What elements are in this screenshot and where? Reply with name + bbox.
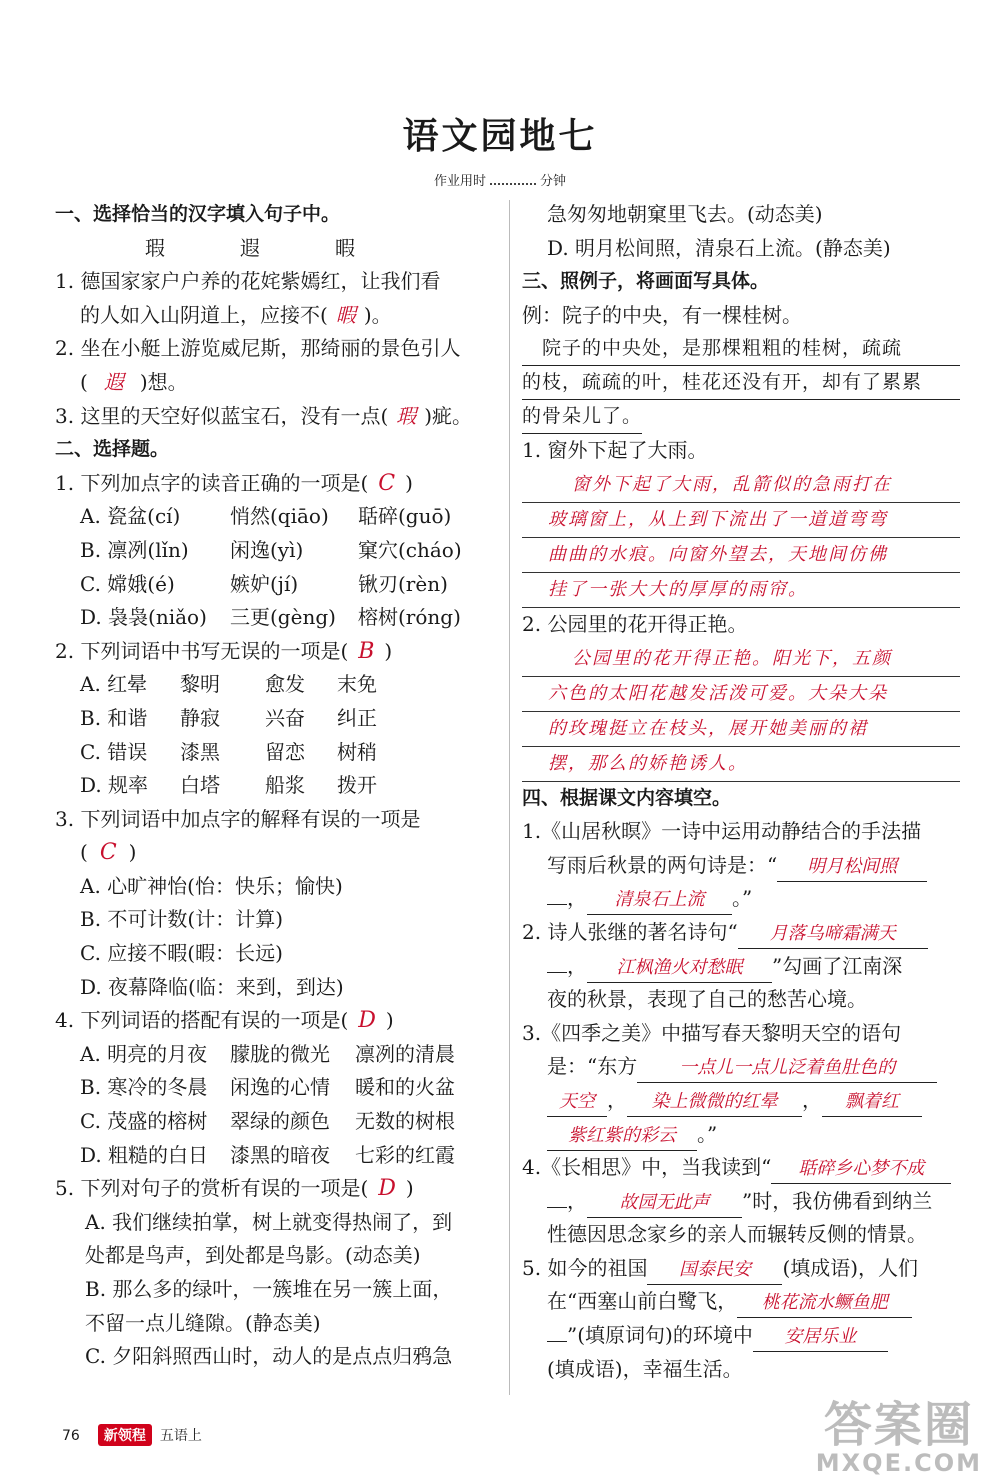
fill-5-line-c	[522, 1319, 960, 1353]
option-item: 愈发	[265, 672, 305, 697]
option-item: 凛冽的清晨	[355, 1041, 455, 1066]
mc-5-line: C. 夕阳斜照西山时，动人的是点点归鸦急	[85, 1344, 453, 1369]
question-3-line	[55, 400, 500, 434]
mc-1-option-a	[55, 500, 500, 534]
option-item: 船浆	[265, 773, 305, 798]
option-item: 三更(gèng)	[230, 605, 336, 630]
option-item: 七彩的红霞	[355, 1142, 455, 1167]
fill-2-line-c: 夜的秋景，表现了自己的愁苦心境。	[547, 987, 867, 1012]
option-item: 朦胧的微光	[230, 1041, 330, 1066]
text: (	[80, 840, 88, 865]
writing-question-2: 2. 公园里的花开得正艳。	[522, 611, 748, 636]
text: )疵。	[424, 403, 473, 428]
option-item: B. 寒冷的冬晨	[80, 1075, 208, 1100]
example-answer-line: 的骨朵儿了。	[522, 400, 642, 434]
fill-4-line-a	[522, 1151, 960, 1185]
mc-2-option-b	[55, 702, 500, 736]
question-2-line-b	[55, 366, 500, 400]
fill-1-line-c: ， 清泉石上流 。”	[522, 882, 960, 916]
watermark-text: 答案圈	[823, 1397, 974, 1453]
option-item: 黎明	[180, 672, 220, 697]
option-item: 锹刃(rèn)	[358, 571, 448, 596]
option-item: 静寂	[180, 705, 220, 730]
option-item: C. 错误	[80, 739, 148, 764]
mc-2-option-c	[55, 736, 500, 770]
mc-question-3: 3. 下列词语中加点字的解释有误的一项是	[55, 806, 421, 831]
option-item: B. 凛冽(lǐn)	[80, 537, 189, 562]
writing-answer-line: 挂了一张大大的厚厚的雨帘。	[522, 573, 960, 608]
section-1-heading: 一、选择恰当的汉字填入句子中。	[55, 203, 341, 225]
handwritten-answer: 瑕	[396, 403, 417, 428]
option-item: 闲逸的心情	[230, 1075, 330, 1100]
fill-4-line-c: 性德因思念家乡的亲人而辗转反侧的情景。	[547, 1222, 927, 1247]
fill-answer: 安居乐业	[753, 1323, 888, 1352]
option-item: 纠正	[337, 705, 377, 730]
fill-3-line-c: 天空 ， 染上微微的红晕 ， 飘着红	[522, 1084, 960, 1118]
mc-5-line: A. 我们继续拍掌，树上就变得热闹了，到	[85, 1209, 453, 1234]
option-item: 窠穴(cháo)	[358, 537, 462, 562]
page-title: 语文园地七	[402, 116, 598, 157]
option-item: A. 明亮的月夜	[80, 1041, 208, 1066]
fill-answer: 明月松间照	[777, 853, 927, 882]
text: 1. 下列加点字的读音正确的一项是(	[55, 470, 369, 495]
fill-answer: 桃花流水鳜鱼肥	[737, 1289, 912, 1318]
time-label: 作业用时	[433, 174, 486, 189]
time-unit: 分钟	[540, 174, 567, 189]
text: 4.《长相思》中，当我读到“	[522, 1155, 772, 1180]
handwritten-answer: 遐	[103, 369, 124, 394]
candidate-char: 瑕	[145, 235, 165, 260]
option-item: A. 红晕	[80, 672, 148, 697]
option-item: D. 规率	[80, 773, 149, 798]
blank	[547, 1207, 567, 1208]
text: ”(填原词句)的环境中	[567, 1323, 753, 1348]
fill-answer: 江枫渔火对愁眠	[587, 954, 772, 983]
option-item: 无数的树根	[355, 1109, 455, 1134]
writing-answer-line: 六色的太阳花越发活泼可爱。大朵大朵	[522, 677, 960, 712]
text: 4. 下列词语的搭配有误的一项是(	[55, 1008, 349, 1033]
text: 。”	[697, 1121, 718, 1146]
handwritten-answer: D	[378, 1176, 396, 1202]
fill-answer: 月落乌啼霜满天	[738, 920, 928, 949]
mc-5-line: B. 那么多的绿叶，一簇堆在另一簇上面，	[85, 1277, 453, 1301]
option-item: 白塔	[180, 773, 220, 798]
handwritten-answer: C	[99, 840, 117, 866]
option-item: 嫉妒(jí)	[230, 571, 299, 596]
text: )	[128, 840, 137, 865]
mc-5-line: 处都是鸟声，到处都是鸟影。(动态美)	[85, 1243, 421, 1268]
option-item: 悄然(qiāo)	[230, 504, 329, 529]
option-item: B. 和谐	[80, 705, 148, 730]
mc-5-option-d: D. 明月松间照，清泉石上流。(静态美)	[547, 235, 891, 260]
text: 的人如入山阴道上，应接不(	[80, 302, 328, 327]
candidate-char: 遐	[240, 235, 260, 260]
text: 2. 下列词语中书写无误的一项是(	[55, 638, 349, 663]
writing-answer-line: 曲曲的水痕。向窗外望去，天地间仿佛	[522, 538, 960, 573]
time-spent-line	[0, 170, 1000, 189]
column-divider	[509, 200, 510, 1395]
book-label: 五语上	[159, 1428, 202, 1444]
option-item: D. 粗糙的白日	[80, 1142, 209, 1167]
fill-2-line-b: ， 江枫渔火对愁眠 ”勾画了江南深	[522, 950, 960, 984]
mc-3-option-b: B. 不可计数(计：计算)	[80, 907, 284, 932]
writing-answer-line: 窗外下起了大雨，乱箭似的急雨打在	[522, 468, 960, 503]
blank	[547, 904, 567, 905]
writing-answer-line: 玻璃窗上，从上到下流出了一道道弯弯	[522, 503, 960, 538]
option-item: 树稍	[337, 739, 377, 764]
mc-1-option-d	[55, 601, 500, 635]
page-number: 76	[62, 1428, 80, 1444]
writing-question-1: 1. 窗外下起了大雨。	[522, 438, 708, 463]
text: )	[405, 1176, 414, 1201]
fill-answer: 染上微微的红晕	[627, 1088, 802, 1117]
mc-3-option-d: D. 夜幕降临(临：来到，到达)	[80, 974, 344, 999]
text: )	[384, 638, 393, 663]
mc-2-option-a	[55, 668, 500, 702]
option-item: 暖和的火盆	[355, 1075, 455, 1100]
candidate-chars	[55, 232, 500, 266]
fill-answer: 天空	[547, 1088, 607, 1117]
option-item: 翠绿的颜色	[230, 1109, 330, 1134]
writing-answer-line: 公园里的花开得正艳。阳光下，五颜	[522, 642, 960, 677]
fill-1-line-b	[522, 849, 960, 883]
option-item: 拨开	[337, 773, 377, 798]
fill-5-line-b	[522, 1285, 960, 1319]
fill-answer: 一点儿一点儿泛着鱼肚色的	[637, 1054, 937, 1083]
fill-4-line-b: ， 故园无此声 ”时，我仿佛看到纳兰	[522, 1185, 960, 1219]
mc-5-line: 不留一点儿缝隙。(静态美)	[85, 1310, 321, 1335]
fill-answer: 国泰民安	[647, 1256, 782, 1285]
time-blank	[490, 183, 536, 185]
text: )	[385, 1008, 394, 1033]
option-item: D. 袅袅(niǎo)	[80, 605, 207, 630]
section-4-heading: 四、根据课文内容填空。	[522, 786, 732, 809]
mc-question-4	[55, 1004, 500, 1038]
mc-1-option-c	[55, 568, 500, 602]
option-item: 聒碎(guō)	[358, 504, 452, 529]
watermark-url: MXQE.COM	[815, 1449, 982, 1477]
option-item: 留恋	[265, 739, 305, 764]
handwritten-answer: 暇	[335, 302, 356, 327]
question-2-line-a: 2. 坐在小艇上游览威尼斯，那绮丽的景色引人	[55, 336, 461, 361]
option-item: 兴奋	[265, 705, 305, 730]
fill-3-line-a: 3.《四季之美》中描写春天黎明天空的语句	[522, 1020, 902, 1045]
page-footer	[62, 1424, 202, 1446]
mc-question-3-answer	[55, 836, 500, 870]
mc-3-option-a: A. 心旷神怡(怡：快乐；愉快)	[80, 873, 343, 898]
text: ”时，我仿佛看到纳兰	[742, 1188, 933, 1213]
text: )想。	[139, 369, 188, 394]
brand-logo: 新领程	[98, 1424, 152, 1446]
option-item: 榕树(róng)	[358, 605, 461, 630]
mc-3-option-c: C. 应接不暇(暇：长远)	[80, 941, 283, 966]
option-item: C. 嫦娥(é)	[80, 571, 175, 596]
example-sentence: 例：院子的中央，有一棵桂树。	[522, 302, 802, 327]
handwritten-answer: C	[378, 470, 396, 496]
question-1-line-b	[55, 299, 500, 333]
fill-answer: 清泉石上流	[587, 886, 732, 915]
option-item: 漆黑的暗夜	[230, 1142, 330, 1167]
blank	[547, 1341, 567, 1342]
mc-4-option-b	[55, 1071, 500, 1105]
option-item: 末免	[337, 672, 377, 697]
mc-2-option-d	[55, 769, 500, 803]
section-2-heading: 二、选择题。	[55, 438, 170, 461]
mc-question-5	[55, 1172, 500, 1206]
text: )	[405, 470, 413, 495]
mc-4-option-a	[55, 1038, 500, 1072]
option-item: A. 瓷盆(cí)	[80, 504, 181, 529]
text: 3. 这里的天空好似蓝宝石，没有一点(	[55, 403, 389, 428]
mc-1-option-b	[55, 534, 500, 568]
text: )。	[363, 302, 392, 327]
text: 是：“东方	[547, 1054, 638, 1079]
text: 5. 下列对句子的赏析有误的一项是(	[55, 1176, 369, 1201]
mc-question-1	[55, 467, 500, 501]
fill-answer: 故园无此声	[587, 1189, 742, 1218]
fill-5-line-a	[522, 1252, 960, 1286]
handwritten-answer: D	[358, 1008, 376, 1034]
mc-5-continued: 急匆匆地朝窠里飞去。(动态美)	[547, 202, 823, 226]
example-answer-line: 的枝，疏疏的叶，桂花还没有开，却有了累累	[522, 366, 960, 400]
fill-answer: 聒碎乡心梦不成	[771, 1155, 951, 1184]
fill-3-line-d	[522, 1118, 960, 1152]
watermark	[815, 1397, 982, 1477]
blank	[547, 972, 567, 973]
fill-answer: 紫红紫的彩云	[547, 1122, 697, 1151]
fill-answer: 飘着红	[822, 1088, 922, 1117]
left-column	[55, 198, 500, 1374]
mc-question-2	[55, 635, 500, 669]
text: 2. 诗人张继的著名诗句“	[522, 919, 738, 944]
fill-5-line-d: (填成语)，幸福生活。	[547, 1356, 743, 1381]
mc-4-option-c	[55, 1105, 500, 1139]
option-item: 漆黑	[180, 739, 220, 764]
fill-1-line-a: 1.《山居秋暝》一诗中运用动静结合的手法描	[522, 819, 922, 844]
writing-answer-line: 的玫瑰挺立在枝头，展开她美丽的裙	[522, 712, 960, 747]
mc-4-option-d	[55, 1139, 500, 1173]
text: 。”	[732, 886, 753, 911]
section-3-heading: 三、照例子，将画面写具体。	[522, 270, 770, 293]
text: 写雨后秋景的两句诗是：“	[547, 852, 778, 877]
candidate-char: 暇	[335, 235, 355, 260]
option-item: C. 茂盛的榕树	[80, 1109, 208, 1134]
example-answer-line: 院子的中央处，是那棵粗粗的桂树，疏疏	[522, 332, 960, 366]
option-item: 闲逸(yì)	[230, 537, 304, 562]
fill-2-line-a	[522, 916, 960, 950]
text: ”勾画了江南深	[772, 953, 903, 978]
text: 在“西塞山前白鹭飞，	[547, 1289, 738, 1314]
handwritten-answer: B	[358, 638, 375, 664]
text: (	[80, 369, 88, 394]
text: 5. 如今的祖国	[522, 1255, 648, 1280]
writing-answer-line: 摆，那么的娇艳诱人。	[522, 747, 960, 782]
fill-3-line-b	[522, 1050, 960, 1084]
text: (填成语)，人们	[782, 1255, 919, 1280]
right-column	[522, 198, 960, 1386]
question-1-line-a: 1. 德国家家户户养的花姹紫嫣红，让我们看	[55, 269, 441, 294]
